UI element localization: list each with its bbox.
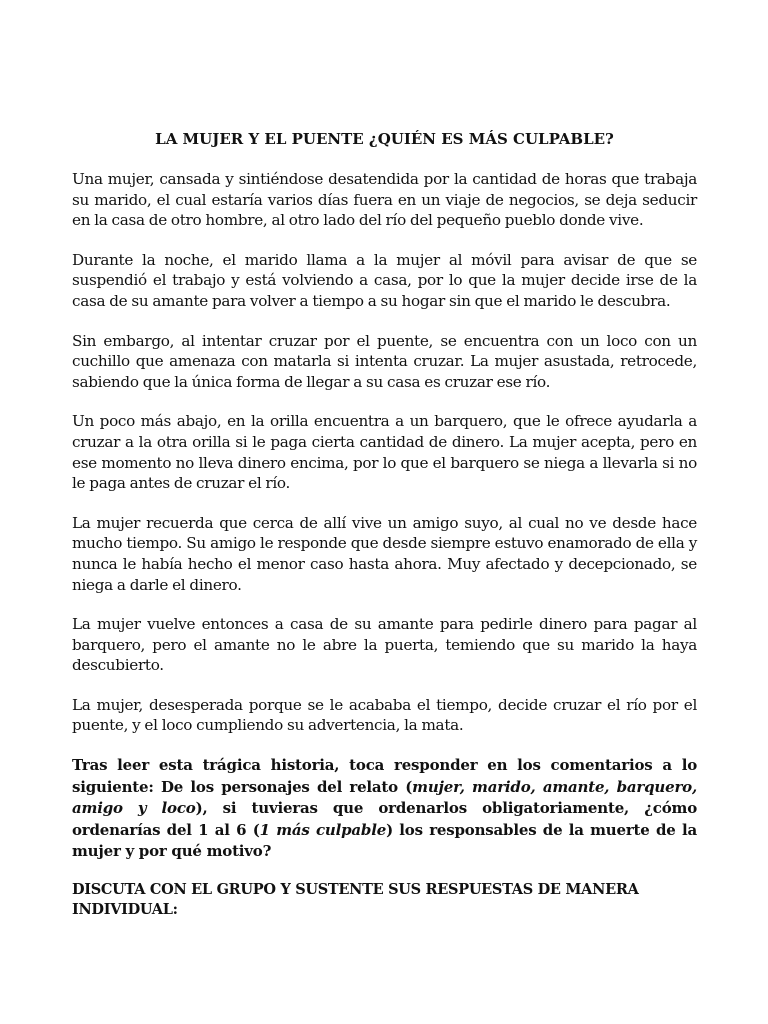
story-paragraph: La mujer vuelve entonces a casa de su amante para pedirle dinero para pagar al barquero, pero el amante no le abre la puerta, temiendo que su marido la haya descubierto. xyxy=(72,615,697,675)
story-paragraph: Sin embargo, al intentar cruzar por el puente, se encuentra con un loco con un cuchillo que amenaza con matarla si intenta cruzar. La mujer asustada, retrocede, sabiendo que la única forma de llegar a su casa es cruzar ese río. xyxy=(72,331,697,391)
story-paragraph: Durante la noche, el marido llama a la mujer al móvil para avisar de que se suspendió el trabajo y está volviendo a casa, por lo que la mujer decide irse de la casa de su amante para volver a tiempo a su hogar sin que el marido le descubra. xyxy=(72,250,697,310)
question-paragraph xyxy=(72,755,697,863)
question-text: ) los responsables de la muerte de la mujer y por qué motivo? xyxy=(72,820,697,861)
story-paragraph: La mujer, desesperada porque se le acababa el tiempo, decide cruzar el río por el puente, y el loco cumpliendo su advertencia, la mata. xyxy=(72,695,697,735)
instruction-line: DISCUTA CON EL GRUPO Y SUSTENTE SUS RESPUESTAS DE MANERA INDIVIDUAL: xyxy=(72,880,639,918)
document-title: LA MUJER Y EL PUENTE ¿QUIÉN ES MÁS CULPABLE? xyxy=(155,130,614,148)
document-page xyxy=(72,128,697,920)
story-paragraph: Una mujer, cansada y sintiéndose desatendida por la cantidad de horas que trabaja su marido, el cual estaría varios días fuera en un viaje de negocios, se deja seducir en la casa de otro hombre, al otro lado del río del pequeño pueblo donde vive. xyxy=(72,170,697,230)
characters-list: mujer, marido, amante, barquero, amigo y loco xyxy=(72,777,697,818)
question-text: ), si tuvieras que ordenarlos obligatoriamente, ¿cómo ordenarías del 1 al 6 ( xyxy=(72,799,697,839)
question-text: Tras leer esta trágica historia, toca responder en los comentarios a lo siguiente: De los personajes del relato ( xyxy=(72,756,697,796)
story-paragraph: La mujer recuerda que cerca de allí vive un amigo suyo, al cual no ve desde hace mucho tiempo. Su amigo le responde que desde siempre estuvo enamorado de ella y nunca le había hecho el menor caso hasta ahora. Muy afectado y decepcionado, se niega a darle el dinero. xyxy=(72,513,697,594)
most-guilty-note: 1 más culpable xyxy=(259,820,387,839)
story-paragraph: Un poco más abajo, en la orilla encuentra a un barquero, que le ofrece ayudarla a cruzar a la otra orilla si le paga cierta cantidad de dinero. La mujer acepta, pero en ese momento no lleva dinero encima, por lo que el barquero se niega a llevarla si no le paga antes de cruzar el río. xyxy=(72,412,697,493)
